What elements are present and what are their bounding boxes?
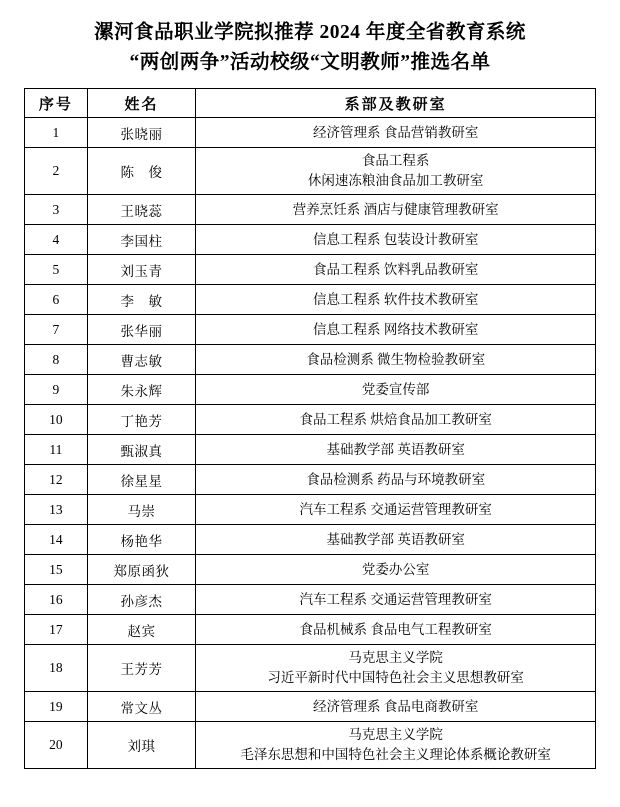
cell-name: 陈 俊 [87, 148, 195, 195]
cell-department [196, 692, 596, 722]
department-lines [196, 151, 595, 191]
table-row [25, 692, 596, 722]
table-row [25, 315, 596, 345]
column-header-department: 系部及教研室 [196, 89, 596, 118]
department-lines [196, 725, 595, 765]
cell-index: 16 [25, 585, 88, 615]
table-row [25, 195, 596, 225]
cell-department [196, 195, 596, 225]
table-header [25, 89, 596, 118]
cell-name: 刘玉青 [87, 255, 195, 285]
roster-table [24, 88, 596, 769]
cell-department [196, 615, 596, 645]
department-lines [196, 380, 595, 400]
department-lines [196, 530, 595, 550]
cell-index: 1 [25, 118, 88, 148]
department-line: 汽车工程系 交通运营管理教研室 [299, 501, 492, 517]
cell-department [196, 405, 596, 435]
department-line: 食品检测系 药品与环境教研室 [306, 471, 486, 487]
cell-index: 20 [25, 722, 88, 769]
table-row [25, 118, 596, 148]
cell-name: 张晓丽 [87, 118, 195, 148]
cell-name: 李国柱 [87, 225, 195, 255]
cell-name: 赵宾 [87, 615, 195, 645]
cell-name: 马崇 [87, 495, 195, 525]
cell-department [196, 495, 596, 525]
cell-department [196, 345, 596, 375]
cell-index: 14 [25, 525, 88, 555]
cell-index: 2 [25, 148, 88, 195]
department-lines [196, 123, 595, 143]
department-lines [196, 320, 595, 340]
department-line: 党委宣传部 [361, 381, 430, 397]
table-row [25, 405, 596, 435]
table-row [25, 435, 596, 465]
cell-index: 10 [25, 405, 88, 435]
department-line: 基础教学部 英语教研室 [326, 441, 465, 457]
table-row [25, 495, 596, 525]
department-line: 马克思主义学院 [348, 650, 443, 665]
cell-department [196, 285, 596, 315]
department-line: 休闲速冻粮油食品加工教研室 [307, 173, 484, 188]
department-lines [196, 260, 595, 280]
column-header-name: 姓名 [87, 89, 195, 118]
department-line: 毛泽东思想和中国特色社会主义理论体系概论教研室 [240, 747, 551, 762]
table-row [25, 645, 596, 692]
department-lines [196, 648, 595, 688]
table-row [25, 615, 596, 645]
table-row [25, 345, 596, 375]
department-line: 食品机械系 食品电气工程教研室 [299, 621, 492, 637]
cell-index: 7 [25, 315, 88, 345]
department-lines [196, 290, 595, 310]
department-line: 信息工程系 软件技术教研室 [312, 291, 479, 307]
table-header-row [25, 89, 596, 118]
department-lines [196, 620, 595, 640]
department-lines [196, 560, 595, 580]
cell-department [196, 315, 596, 345]
table-row [25, 375, 596, 405]
cell-department [196, 148, 596, 195]
cell-index: 15 [25, 555, 88, 585]
department-line: 营养烹饪系 酒店与健康管理教研室 [292, 201, 499, 217]
department-line: 食品工程系 [361, 153, 430, 168]
department-lines [196, 500, 595, 520]
cell-department [196, 255, 596, 285]
cell-index: 19 [25, 692, 88, 722]
table-row [25, 285, 596, 315]
table-row [25, 465, 596, 495]
department-lines [196, 590, 595, 610]
department-line: 党委办公室 [361, 561, 430, 577]
department-lines [196, 470, 595, 490]
department-line: 习近平新时代中国特色社会主义思想教研室 [267, 670, 524, 685]
department-line: 汽车工程系 交通运营管理教研室 [299, 591, 492, 607]
cell-name: 杨艳华 [87, 525, 195, 555]
cell-index: 13 [25, 495, 88, 525]
cell-name: 常文丛 [87, 692, 195, 722]
cell-index: 5 [25, 255, 88, 285]
cell-index: 11 [25, 435, 88, 465]
cell-name: 刘琪 [87, 722, 195, 769]
table-row [25, 585, 596, 615]
cell-department [196, 225, 596, 255]
cell-index: 4 [25, 225, 88, 255]
cell-department [196, 555, 596, 585]
column-header-index: 序号 [25, 89, 88, 118]
department-lines [196, 410, 595, 430]
cell-name: 丁艳芳 [87, 405, 195, 435]
cell-department [196, 435, 596, 465]
cell-name: 郑原函狄 [87, 555, 195, 585]
cell-name: 徐星星 [87, 465, 195, 495]
cell-department [196, 585, 596, 615]
department-lines [196, 697, 595, 717]
cell-index: 17 [25, 615, 88, 645]
cell-index: 6 [25, 285, 88, 315]
department-lines [196, 440, 595, 460]
department-line: 经济管理系 食品电商教研室 [312, 698, 479, 714]
department-line: 食品工程系 烘焙食品加工教研室 [299, 411, 492, 427]
cell-index: 3 [25, 195, 88, 225]
cell-name: 王晓蕊 [87, 195, 195, 225]
table-row [25, 225, 596, 255]
department-lines [196, 230, 595, 250]
table-row [25, 555, 596, 585]
cell-index: 18 [25, 645, 88, 692]
page-title-line-1: 漯河食品职业学院拟推荐 2024 年度全省教育系统 [94, 22, 526, 43]
cell-department [196, 722, 596, 769]
department-line: 信息工程系 网络技术教研室 [312, 321, 479, 337]
department-line: 经济管理系 食品营销教研室 [312, 124, 479, 140]
page-title-line-2: “两创两争”活动校级“文明教师”推选名单 [129, 52, 491, 73]
cell-name: 甄淑真 [87, 435, 195, 465]
cell-name: 王芳芳 [87, 645, 195, 692]
cell-index: 12 [25, 465, 88, 495]
table-row [25, 722, 596, 769]
department-line: 信息工程系 包装设计教研室 [312, 231, 479, 247]
department-line: 食品检测系 微生物检验教研室 [306, 351, 486, 367]
page-title [24, 18, 596, 78]
cell-name: 李 敏 [87, 285, 195, 315]
cell-department [196, 375, 596, 405]
table-body [25, 118, 596, 769]
cell-index: 8 [25, 345, 88, 375]
cell-name: 张华丽 [87, 315, 195, 345]
department-line: 食品工程系 饮料乳品教研室 [312, 261, 479, 277]
cell-name: 朱永辉 [87, 375, 195, 405]
table-row [25, 255, 596, 285]
cell-name: 曹志敏 [87, 345, 195, 375]
cell-department [196, 465, 596, 495]
cell-department [196, 118, 596, 148]
department-lines [196, 350, 595, 370]
department-lines [196, 200, 595, 220]
table-row [25, 525, 596, 555]
cell-name: 孙彦杰 [87, 585, 195, 615]
department-line: 基础教学部 英语教研室 [326, 531, 465, 547]
cell-department [196, 645, 596, 692]
cell-index: 9 [25, 375, 88, 405]
cell-department [196, 525, 596, 555]
department-line: 马克思主义学院 [348, 727, 443, 742]
table-row [25, 148, 596, 195]
